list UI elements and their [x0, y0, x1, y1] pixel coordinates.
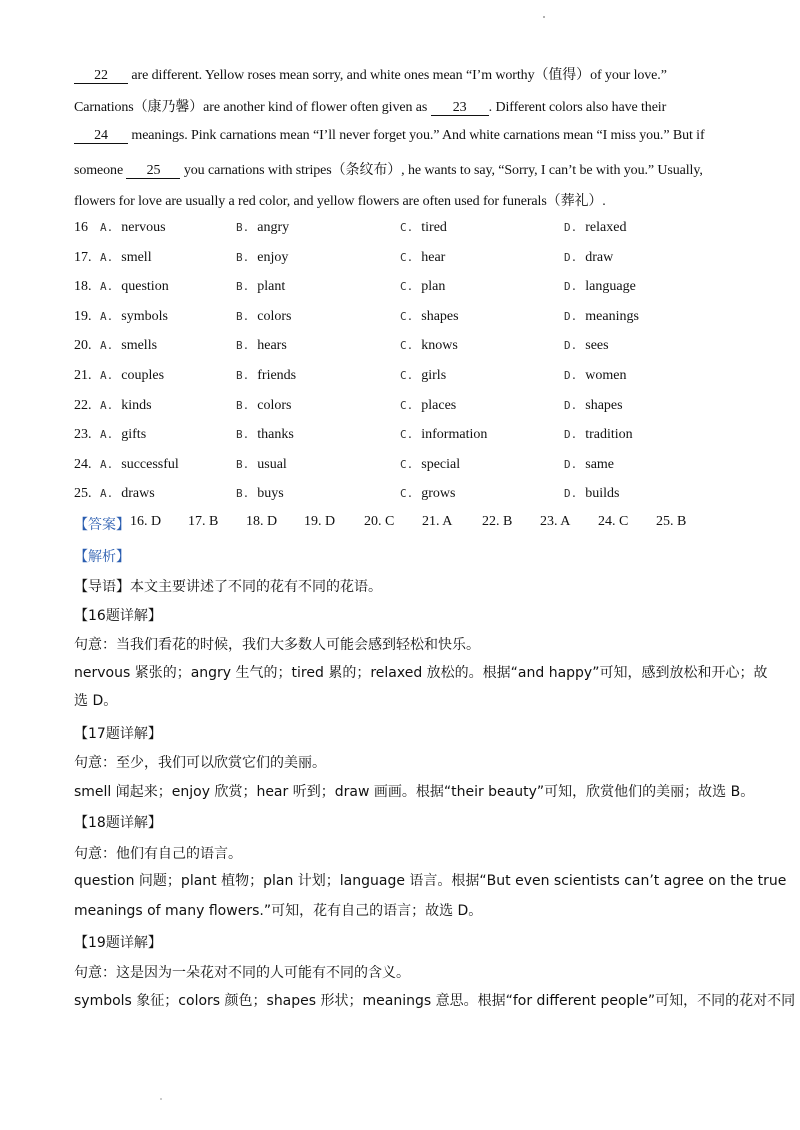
question-number: 23.: [74, 427, 92, 443]
option-text: smell: [121, 249, 152, 265]
option-text: smells: [121, 338, 158, 354]
option-letter: B.: [236, 369, 250, 382]
blank-23: 23: [431, 100, 489, 116]
question-number: 22.: [74, 397, 92, 413]
option-text: places: [421, 397, 457, 413]
option-b: [236, 250, 288, 266]
option-c: [400, 398, 456, 414]
option-text: girls: [421, 368, 447, 383]
option-b: [236, 368, 296, 384]
option-letter: D.: [564, 428, 578, 442]
option-a: [100, 427, 146, 443]
option-d: [564, 427, 633, 443]
option-b: [236, 486, 284, 502]
option-c: [400, 279, 445, 295]
passage-line-5: flowers for love are usually a red color, and yellow flowers are often used for funerals（葬礼）.: [74, 194, 606, 209]
option-text: language: [585, 279, 636, 295]
answer-item: 18. D: [246, 514, 278, 529]
explanation-line: 句意：当我们看花的时候，我们大多数人可能会感到轻松和快乐。: [74, 637, 480, 653]
explanation-line: 【导语】本文主要讲述了不同的花有不同的花语。: [74, 579, 382, 595]
option-b: [236, 220, 289, 236]
blank-22: 22: [74, 68, 128, 84]
explanation-line: 句意：他们有自己的语言。: [74, 846, 242, 862]
option-letter: D.: [564, 398, 578, 412]
option-text: nervous: [121, 220, 166, 235]
passage-text: are different. Yellow roses mean sorry, and white ones mean “I’m worthy（值得）of your love.”: [128, 68, 667, 83]
option-letter: D.: [564, 309, 578, 323]
option-letter: D.: [564, 339, 578, 353]
option-letter: B.: [236, 487, 250, 501]
option-text: tired: [421, 220, 447, 235]
option-text: symbols: [121, 308, 168, 324]
passage-line-3: [74, 128, 705, 144]
option-letter: B.: [236, 221, 250, 234]
option-c: [400, 427, 487, 443]
option-d: [564, 457, 614, 473]
answer-item: 22. B: [482, 514, 513, 529]
option-a: [100, 250, 152, 266]
option-text: colors: [257, 308, 292, 324]
option-text: couples: [121, 368, 165, 383]
option-text: colors: [257, 397, 292, 413]
option-letter: B.: [236, 280, 250, 294]
option-text: usual: [257, 456, 287, 472]
option-letter: A.: [100, 309, 114, 323]
option-letter: B.: [236, 428, 250, 442]
answer-item: 25. B: [656, 514, 687, 529]
explanation-line: smell 闻起来；enjoy 欣赏；hear 听到；draw 画画。根据“their beauty”可知，欣赏他们的美丽；故选 B。: [74, 784, 755, 800]
option-d: [564, 338, 609, 354]
option-letter: B.: [236, 250, 250, 264]
option-text: tradition: [585, 427, 633, 443]
option-text: friends: [257, 368, 297, 383]
option-a: [100, 486, 155, 502]
analysis-label: 【解析】: [74, 549, 130, 565]
option-text: plan: [421, 279, 446, 295]
scan-dot: [160, 1098, 162, 1100]
option-a: [100, 279, 169, 295]
option-text: builds: [585, 486, 620, 502]
option-d: [564, 309, 639, 325]
question-number: 21.: [74, 368, 92, 383]
scan-dot: [543, 16, 545, 18]
answer-item: 21. A: [422, 514, 453, 529]
option-d: [564, 398, 623, 414]
option-c: [400, 486, 455, 502]
option-b: [236, 398, 291, 414]
option-letter: B.: [236, 398, 250, 412]
option-letter: D.: [564, 221, 578, 234]
blank-25: 25: [126, 163, 180, 179]
option-letter: A.: [100, 457, 114, 471]
option-text: buys: [257, 486, 284, 502]
option-letter: A.: [100, 428, 114, 442]
option-text: thanks: [257, 427, 294, 443]
option-b: [236, 457, 287, 473]
answer-item: 17. B: [188, 514, 219, 529]
option-c: [400, 338, 458, 354]
option-letter: A.: [100, 339, 114, 353]
option-a: [100, 338, 157, 354]
option-letter: C.: [400, 398, 414, 412]
option-text: shapes: [421, 308, 459, 324]
option-d: [564, 220, 626, 236]
explanation-line: nervous 紧张的；angry 生气的；tired 累的；relaxed 放松的。根据“and happy”可知，感到放松和开心；故: [74, 665, 768, 681]
option-text: hear: [421, 249, 446, 265]
option-letter: D.: [564, 457, 578, 471]
option-text: gifts: [121, 427, 147, 443]
option-text: draws: [121, 486, 155, 502]
option-letter: B.: [236, 339, 250, 353]
option-text: same: [585, 456, 615, 472]
explanation-line: symbols 象征；colors 颜色；shapes 形状；meanings 意思。根据“for different people”可知，不同的花对不同: [74, 993, 796, 1009]
option-b: [236, 338, 287, 354]
option-b: [236, 427, 294, 443]
question-number: 18.: [74, 279, 92, 295]
blank-24: 24: [74, 128, 128, 144]
option-letter: C.: [400, 221, 414, 234]
option-letter: A.: [100, 487, 114, 501]
option-c: [400, 309, 459, 325]
option-letter: D.: [564, 487, 578, 501]
passage-line-1: [74, 64, 667, 84]
option-d: [564, 279, 636, 295]
option-letter: C.: [400, 487, 414, 501]
option-text: enjoy: [257, 249, 289, 265]
passage-text: meanings. Pink carnations mean “I’ll never forget you.” And white carnations mean “I miss you.” But if: [128, 128, 705, 143]
option-letter: A.: [100, 398, 114, 412]
option-d: [564, 250, 613, 266]
option-c: [400, 220, 447, 236]
option-text: draw: [585, 249, 614, 265]
option-letter: D.: [564, 250, 578, 264]
option-text: kinds: [121, 397, 152, 413]
question-number: 17.: [74, 249, 92, 265]
explanation-line: meanings of many flowers.”可知，花有自己的语言；故选 D。: [74, 903, 483, 919]
explanation-line: 【16题详解】: [74, 608, 162, 624]
option-letter: C.: [400, 428, 414, 442]
option-a: [100, 368, 164, 384]
option-letter: B.: [236, 309, 250, 323]
explanation-line: 【17题详解】: [74, 726, 162, 742]
option-text: special: [421, 456, 461, 472]
option-letter: A.: [100, 221, 114, 234]
explanation-line: 选 D。: [74, 693, 118, 709]
answer-item: 16. D: [130, 514, 162, 529]
option-text: relaxed: [585, 220, 627, 235]
passage-line-2: [74, 96, 666, 116]
question-number: 16: [74, 220, 88, 235]
option-text: angry: [257, 220, 290, 235]
answer-item: 24. C: [598, 514, 629, 529]
option-a: [100, 220, 166, 236]
option-text: information: [421, 427, 488, 443]
option-d: [564, 486, 619, 502]
explanation-line: 句意：这是因为一朵花对不同的人可能有不同的含义。: [74, 965, 410, 981]
explanation-line: 句意：至少，我们可以欣赏它们的美丽。: [74, 755, 326, 771]
option-b: [236, 279, 285, 295]
option-letter: B.: [236, 457, 250, 471]
option-d: [564, 368, 626, 384]
option-text: grows: [421, 486, 456, 502]
explanation-line: 【18题详解】: [74, 815, 162, 831]
option-text: plant: [257, 279, 286, 295]
option-letter: C.: [400, 339, 414, 353]
option-letter: D.: [564, 369, 578, 382]
passage-line-4: [74, 159, 703, 179]
answer-label: 【答案】: [74, 518, 130, 533]
option-letter: D.: [564, 280, 578, 294]
option-text: successful: [121, 456, 179, 472]
question-number: 25.: [74, 486, 92, 502]
explanation-line: question 问题；plant 植物；plan 计划；language 语言。根据“But even scientists can’t agree on the true: [74, 873, 787, 889]
option-b: [236, 309, 291, 325]
option-letter: C.: [400, 309, 414, 323]
passage-text: someone: [74, 163, 127, 178]
option-letter: C.: [400, 457, 414, 471]
option-c: [400, 250, 445, 266]
option-a: [100, 398, 152, 414]
passage-text: Carnations（康乃馨）are another kind of flower often given as: [74, 100, 431, 115]
option-letter: A.: [100, 280, 114, 294]
option-letter: C.: [400, 250, 414, 264]
question-number: 20.: [74, 338, 92, 354]
option-text: hears: [257, 338, 287, 354]
option-c: [400, 368, 446, 384]
option-text: question: [121, 279, 169, 295]
option-text: meanings: [585, 308, 639, 324]
option-c: [400, 457, 460, 473]
question-number: 24.: [74, 456, 92, 472]
option-text: knows: [421, 338, 458, 354]
option-letter: C.: [400, 280, 414, 294]
answer-item: 23. A: [540, 514, 571, 529]
option-a: [100, 457, 179, 473]
option-text: women: [585, 368, 627, 383]
option-text: sees: [585, 338, 609, 354]
option-a: [100, 309, 168, 325]
option-letter: C.: [400, 369, 414, 382]
option-letter: A.: [100, 369, 114, 382]
option-text: shapes: [585, 397, 623, 413]
option-letter: A.: [100, 250, 114, 264]
explanation-line: 【19题详解】: [74, 935, 162, 951]
passage-text: . Different colors also have their: [488, 100, 667, 115]
answer-item: 19. D: [304, 514, 336, 529]
question-number: 19.: [74, 308, 92, 324]
passage-text: you carnations with stripes（条纹布）, he wants to say, “Sorry, I can’t be with you.” Usually,: [180, 163, 703, 178]
answer-item: 20. C: [364, 514, 395, 529]
